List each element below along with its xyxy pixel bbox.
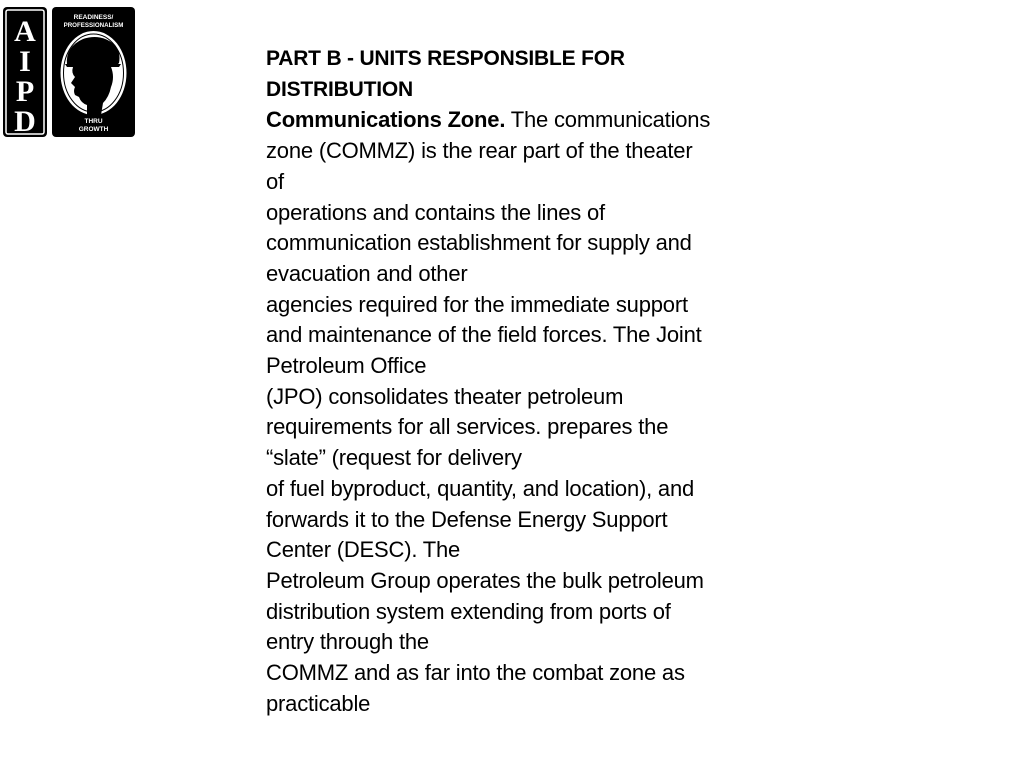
body-line: evacuation and other bbox=[266, 260, 468, 286]
body-line: Petroleum Office bbox=[266, 353, 427, 379]
body-line: forwards it to the Defense Energy Support bbox=[266, 506, 668, 532]
slide-body bbox=[266, 44, 766, 719]
body-line: of bbox=[266, 168, 284, 194]
logo-bottom-text-2: GROWTH bbox=[78, 126, 109, 133]
first-line-text: The communications bbox=[505, 107, 711, 133]
body-line: Petroleum Group operates the bulk petroleum bbox=[266, 567, 704, 593]
body-line: entry through the bbox=[266, 629, 429, 655]
logo-letter-i: I bbox=[19, 45, 31, 78]
logo-top-text-1: READINESS/ bbox=[73, 14, 114, 21]
body-line: agencies required for the immediate support bbox=[266, 291, 688, 317]
logo-bottom-text-1: THRU bbox=[84, 118, 103, 125]
body-line: communication establishment for supply and bbox=[266, 230, 692, 256]
logo-letter-a: A bbox=[14, 15, 36, 48]
body-line: COMMZ and as far into the combat zone as bbox=[266, 660, 685, 686]
body-line: (JPO) consolidates theater petroleum bbox=[266, 383, 624, 409]
lead-term: Communications Zone. bbox=[266, 107, 506, 133]
section-heading-line-2: DISTRIBUTION bbox=[266, 77, 413, 101]
body-line: and maintenance of the field forces. The Joint bbox=[266, 322, 702, 348]
first-paragraph-line bbox=[266, 105, 766, 136]
logo-letter-d: D bbox=[14, 105, 36, 137]
body-line: zone (COMMZ) is the rear part of the theater bbox=[266, 138, 693, 164]
body-line: practicable bbox=[266, 690, 371, 716]
body-line: “slate” (request for delivery bbox=[266, 445, 522, 471]
logo-top-text-2: PROFESSIONALISM bbox=[63, 22, 124, 29]
body-line: of fuel byproduct, quantity, and location), and bbox=[266, 475, 695, 501]
body-line: distribution system extending from ports of bbox=[266, 598, 671, 624]
logo-letter-p: P bbox=[15, 75, 35, 108]
body-line: Center (DESC). The bbox=[266, 537, 461, 563]
body-line: requirements for all services. prepares the bbox=[266, 414, 669, 440]
section-heading-line-1: PART B - UNITS RESPONSIBLE FOR bbox=[266, 47, 625, 70]
aipd-logo bbox=[3, 7, 135, 137]
body-line: operations and contains the lines of bbox=[266, 199, 605, 225]
